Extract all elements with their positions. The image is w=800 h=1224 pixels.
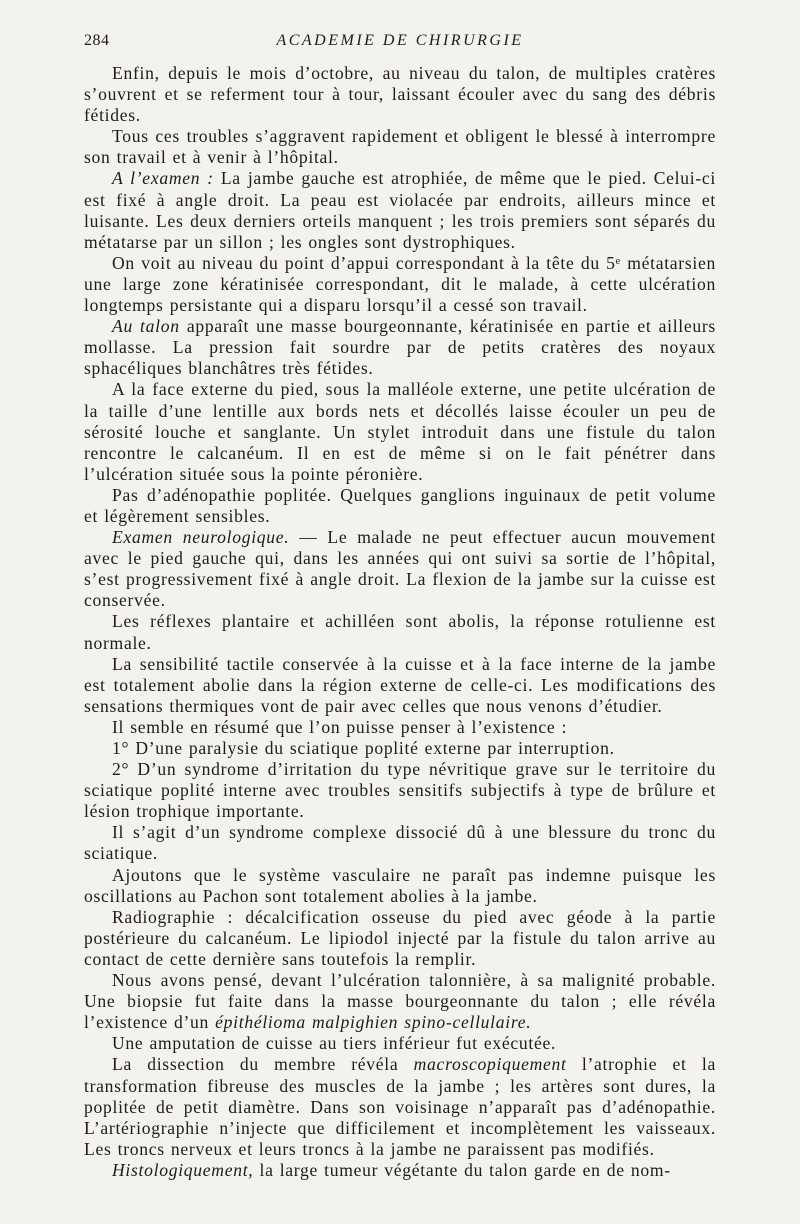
- paragraph: [84, 611, 716, 653]
- italic-text: macroscopiquement: [413, 1054, 567, 1075]
- paragraph: [84, 865, 716, 907]
- text-run: La sensibilité tactile conservée à la cuisse et à la face interne de la jambe est totalement abolie dans la région externe de celle-ci. Les modifications des sensations thermiques vont de pair avec celles que nous venons d’étudier.: [84, 653, 716, 716]
- paragraph: [84, 126, 716, 168]
- paragraph: [84, 253, 716, 316]
- text-run: Radiographie : décalcification osseuse du pied avec géode à la partie postérieure du calcanéum. Le lipiodol injecté par la fistule du talon arrive au contact de cette dernière sans toutefois la remplir.: [84, 906, 716, 969]
- text-run: la large tumeur végétante du talon garde en de nom-: [253, 1159, 671, 1180]
- italic-text: A l’examen :: [112, 168, 214, 189]
- text-run: Tous ces troubles s’aggravent rapidement et obligent le blessé à interrompre son travail et à venir à l’hôpital.: [84, 126, 716, 168]
- text-run: Pas d’adénopathie poplitée. Quelques ganglions inguinaux de petit volume et légèrement sensibles.: [84, 484, 716, 526]
- page-header: [84, 32, 716, 54]
- text-run: Une amputation de cuisse au tiers inférieur fut exécutée.: [112, 1033, 557, 1054]
- paragraph: [84, 970, 716, 1033]
- text-run: La jambe gauche est atrophiée, de même que le pied. Celui-ci est fixé à angle droit. La peau est violacée par endroits, ailleurs mince et luisante. Les deux derniers orteils manquent ; les trois premiers sont séparés du métatarse par un sillon ; les ongles sont dystrophiques.: [84, 168, 716, 252]
- italic-text: Examen neurologique.: [112, 527, 290, 548]
- text-run: Nous avons pensé, devant l’ulcération talonnière, à sa malignité probable. Une biopsie fut faite dans la masse bourgeonnante du talon ; elle révéla l’existence d’un: [84, 970, 716, 1033]
- body-text: [84, 63, 716, 1181]
- paragraph: [84, 168, 716, 252]
- italic-text: épithélioma malpighien spino-cellulaire.: [215, 1012, 532, 1033]
- paragraph: [84, 316, 716, 379]
- paragraph: [84, 527, 716, 611]
- paragraph: [84, 485, 716, 527]
- text-run: La dissection du membre révéla: [112, 1054, 414, 1075]
- text-run: Il semble en résumé que l’on puisse penser à l’existence :: [112, 716, 568, 737]
- paragraph: [84, 822, 716, 864]
- paragraph: [84, 1033, 716, 1054]
- paragraph: [84, 759, 716, 822]
- text-run: Les réflexes plantaire et achilléen sont abolis, la réponse rotulienne est normale.: [84, 611, 716, 653]
- paragraph: [84, 717, 716, 738]
- running-title: ACADEMIE DE CHIRURGIE: [276, 32, 524, 49]
- paragraph: [84, 738, 716, 759]
- paragraph: [84, 1160, 716, 1181]
- paragraph: [84, 1054, 716, 1159]
- text-run: Enfin, depuis le mois d’octobre, au niveau du talon, de multiples cratères s’ouvrent et se referment tour à tour, laissant écouler avec du sang des débris fétides.: [84, 63, 716, 126]
- page-number: 284: [84, 32, 110, 49]
- italic-text: Au talon: [112, 316, 180, 337]
- text-run: l’atrophie et la transformation fibreuse des muscles de la jambe ; les artères sont dures, la poplitée de petit diamètre. Dans son voisinage n’apparaît pas d’adénopathie. L’artériographie n’injecte que difficilement et incomplètement les vaisseaux. Les troncs nerveux et leurs troncs à la jambe ne paraissent pas modifiés.: [84, 1054, 716, 1159]
- text-run: On voit au niveau du point d’appui correspondant à la tête du 5ᵉ métatarsien une large zone kératinisée correspondant, dit le malade, à cette ulcération longtemps persistante qui a disparu lorsqu’il a cessé son travail.: [84, 252, 716, 316]
- text-run: A la face externe du pied, sous la malléole externe, une petite ulcération de la taille d’une lentille aux bords nets et décollés laisse écouler un peu de sérosité louche et sanglante. Un stylet introduit dans une fistule du talon rencontre le calcanéum. Il en est de même si on le fait pénétrer dans l’ulcération située sous la pointe péronière.: [84, 379, 716, 484]
- text-run: — Le malade ne peut effectuer aucun mouvement avec le pied gauche qui, dans les années qui ont suivi sa sortie de l’hôpital, s’est progressivement fixé à angle droit. La flexion de la jambe sur la cuisse est conservée.: [84, 527, 716, 611]
- text-run: 1° D’une paralysie du sciatique poplité externe par interruption.: [112, 738, 615, 758]
- paragraph: [84, 654, 716, 717]
- text-run: Ajoutons que le système vasculaire ne paraît pas indemne puisque les oscillations au Pachon sont totalement abolies à la jambe.: [84, 864, 716, 906]
- text-run: 2° D’un syndrome d’irritation du type névritique grave sur le territoire du sciatique poplité interne avec troubles sensitifs subjectifs à type de brûlure et lésion trophique importante.: [84, 759, 716, 822]
- text-run: apparaît une masse bourgeonnante, kératinisée en partie et ailleurs mollasse. La pression fait sourdre par de petits cratères des noyaux sphacéliques blanchâtres très fétides.: [84, 316, 716, 379]
- paragraph: [84, 907, 716, 970]
- paragraph: [84, 379, 716, 484]
- italic-text: Histologiquement,: [112, 1159, 254, 1180]
- paragraph: [84, 63, 716, 126]
- text-run: Il s’agit d’un syndrome complexe dissocié dû à une blessure du tronc du sciatique.: [84, 822, 716, 864]
